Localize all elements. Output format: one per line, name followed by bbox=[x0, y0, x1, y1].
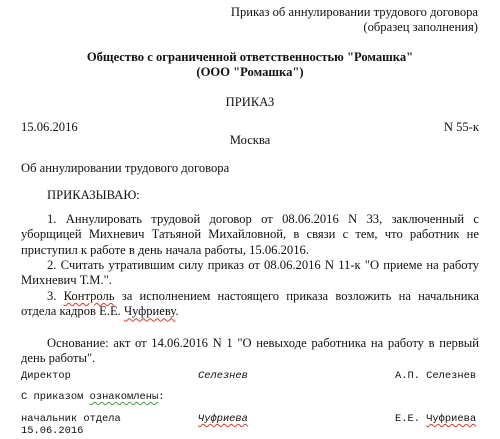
order-item-2-text: 2. Считать утратившим силу приказ от 08.06.2016 N 11-к "О приеме на работу Михневич Т.М.". bbox=[21, 258, 479, 288]
document-caption bbox=[231, 5, 478, 34]
head-of-department-name bbox=[395, 413, 476, 425]
order-item-3-keyword: Контроль bbox=[63, 289, 115, 303]
director-signature: Селезнев bbox=[198, 370, 248, 382]
caption-subtitle: (образец заполнения) bbox=[363, 19, 478, 34]
order-item-3-name: Чуфриеву bbox=[123, 304, 176, 319]
order-item-2 bbox=[21, 258, 479, 289]
order-item-3 bbox=[21, 289, 479, 320]
head-signature-text: Чуфриева bbox=[198, 413, 248, 425]
order-subject: Об аннулировании трудового договора bbox=[21, 161, 230, 175]
head-surname: Чуфриева bbox=[426, 413, 477, 425]
order-basis-text: Основание: акт от 14.06.2016 N 1 "О невыходе работника на работу в первый день работы". bbox=[21, 336, 479, 366]
order-date: 15.06.2016 bbox=[21, 120, 78, 134]
head-of-department-label: начальник отдела bbox=[21, 413, 121, 425]
order-item-3-number: 3. bbox=[47, 289, 64, 303]
order-item-1 bbox=[21, 212, 479, 258]
acknowledgement-date: 15.06.2016 bbox=[21, 425, 84, 437]
company-full-name: Общество с ограниченной ответственностью "Ромашка" bbox=[86, 50, 414, 64]
director-label: Директор bbox=[21, 370, 71, 382]
order-item-1-text: 1. Аннулировать трудовой договор от 08.06.2016 N 33, заключенный с уборщицей Михневич Татьяной Михайловной, в связи с тем, что работник не приступил к работе в день начала работы, 15.06.2016. bbox=[21, 212, 479, 257]
head-of-department-signature bbox=[198, 413, 248, 425]
director-name: А.П. Селезнев bbox=[395, 370, 477, 382]
order-item-3-end: . bbox=[175, 304, 179, 319]
acknowledgement-word: ознакомлены bbox=[89, 391, 159, 403]
acknowledgement-suffix: : bbox=[158, 391, 165, 403]
caption-title: Приказ об аннулировании трудового договора bbox=[230, 5, 478, 19]
order-title: ПРИКАЗ bbox=[225, 95, 275, 109]
order-decree: ПРИКАЗЫВАЮ: bbox=[47, 188, 140, 202]
acknowledgement-line bbox=[21, 391, 164, 403]
acknowledgement-prefix: С приказом bbox=[21, 391, 90, 403]
head-initials: Е.Е. bbox=[395, 413, 427, 425]
order-number: N 55-к bbox=[443, 120, 479, 134]
order-basis bbox=[21, 336, 479, 367]
order-city: Москва bbox=[229, 133, 271, 147]
company-short-name: (ООО "Ромашка") bbox=[196, 65, 304, 79]
order-item-3-text: за исполнением настоящего приказа возложить на начальника отдела кадров Е.Е. bbox=[21, 289, 480, 319]
